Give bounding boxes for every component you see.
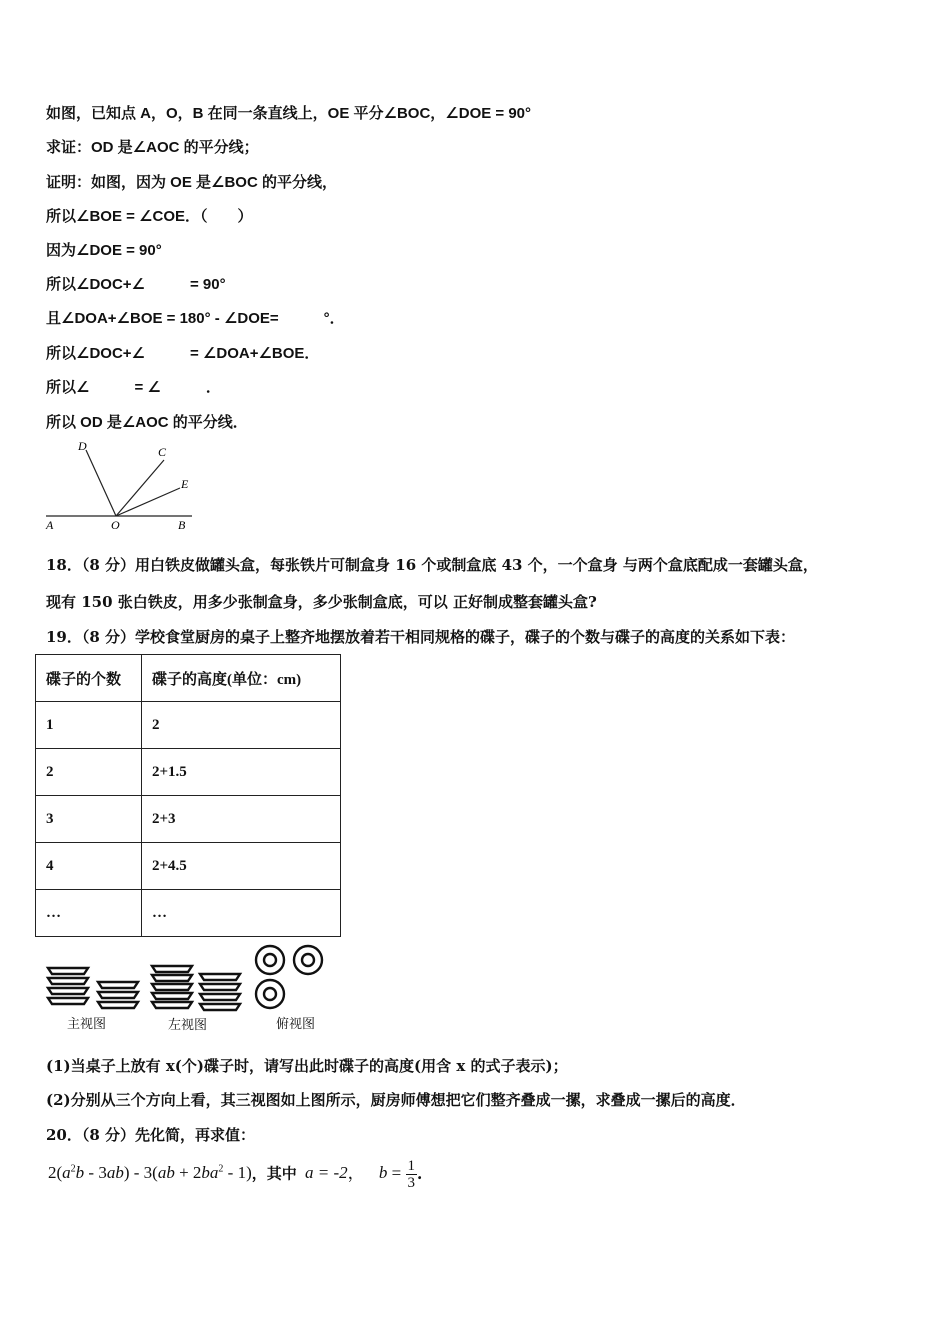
angle-figure <box>44 436 196 532</box>
table-cell: 1 <box>36 702 142 749</box>
table-cell: 2+4.5 <box>142 843 341 890</box>
table-row <box>36 702 341 749</box>
q20-end: ． <box>417 1163 434 1183</box>
q19-sub-2: (2)分别从三个方向上看，其三视图如上图所示，厨房师傅想把它们整齐叠成一摞，求叠成一摞后的高度． <box>46 1091 746 1109</box>
q20-where: ，其中 <box>251 1164 297 1183</box>
q20-b-numerator: 1 <box>407 1158 415 1174</box>
q17-line-5: 因为∠DOE = 90° <box>46 242 162 259</box>
label-e: E <box>181 477 189 491</box>
left-view-label: 左视图 <box>168 1018 208 1033</box>
plate-views-illustration <box>44 944 334 1014</box>
table-cell: 2+3 <box>142 796 341 843</box>
table-cell: … <box>36 890 142 937</box>
q20-b-fraction <box>406 1158 418 1191</box>
q17-line-7: 且∠DOA+∠BOE = 180° - ∠DOE= °． <box>46 310 345 327</box>
front-view-plates <box>48 968 88 1004</box>
q18-line-2: 现有 150 张白铁皮，用多少张制盒身，多少张制盒底，可以 正好制成整套罐头盒? <box>46 593 597 611</box>
q17-line-9: 所以∠ = ∠ ． <box>46 379 221 396</box>
q20-formula-image: $2(a^2b - 3ab) - 3(ab + 2ba^2 - 1)$ <box>48 1163 252 1183</box>
table-cell: 4 <box>36 843 142 890</box>
table-header: 碟子的个数 <box>36 655 142 702</box>
table-cell: … <box>142 890 341 937</box>
label-o: O <box>111 518 120 532</box>
q18-line-1: 18．（8 分）用白铁皮做罐头盒，每张铁片可制盒身 16 个或制盒底 43 个，一个盒身 与两个盒底配成一套罐头盒， <box>46 556 818 574</box>
q17-line-8: 所以∠DOC+∠ = ∠DOA+∠BOE． <box>46 345 320 362</box>
table-row <box>36 843 341 890</box>
q20-intro: 20．（8 分）先化简，再求值： <box>46 1126 256 1144</box>
plate-table <box>35 654 341 937</box>
q17-line-2: 求证：OD 是∠AOC 的平分线； <box>46 139 259 156</box>
table-cell: 3 <box>36 796 142 843</box>
label-d: D <box>78 439 87 453</box>
table-cell: 2+1.5 <box>142 749 341 796</box>
q17-line-3: 证明：如图，因为 OE 是∠BOC 的平分线， <box>46 174 337 191</box>
label-b: B <box>178 518 186 532</box>
q19-sub-1: (1)当桌子上放有 x(个)碟子时，请写出此时碟子的高度(用含 x 的式子表示)； <box>46 1057 568 1075</box>
left-view-plates <box>152 966 192 1008</box>
top-view-circles <box>256 946 322 1008</box>
table-row <box>36 890 341 937</box>
q17-line-6: 所以∠DOC+∠ = 90° <box>46 276 226 293</box>
table-cell: 2 <box>36 749 142 796</box>
q19-intro: 19．（8 分）学校食堂厨房的桌子上整齐地摆放着若干相同规格的碟子，碟子的个数与碟子的高度的关系如下表： <box>46 628 796 646</box>
front-view-plates-small <box>98 982 138 1008</box>
q17-line-1: 如图，已知点 A，O，B 在同一条直线上，OE 平分∠BOC，∠DOE = 90° <box>46 105 532 122</box>
table-row <box>36 749 341 796</box>
q20-b-denominator: 3 <box>407 1175 415 1191</box>
table-header-row <box>36 655 341 702</box>
left-view-plates-2 <box>200 974 240 1010</box>
table-cell: 2 <box>142 702 341 749</box>
label-c: C <box>158 445 167 459</box>
table-row <box>36 796 341 843</box>
q17-line-4: 所以∠BOE = ∠COE．（ ） <box>46 208 253 225</box>
top-view-label: 俯视图 <box>276 1017 316 1032</box>
label-a: A <box>46 518 54 532</box>
q17-line-10: 所以 OD 是∠AOC 的平分线． <box>46 414 248 431</box>
table-header: 碟子的高度(单位：cm) <box>142 655 341 702</box>
q20-a-value: a = -2 <box>305 1163 348 1183</box>
front-view-label: 主视图 <box>67 1017 107 1032</box>
q20-separator: ， <box>347 1163 365 1183</box>
q20-expression: $2(a^2b - 3ab) - 3(ab + 2ba^2 - 1)$，其中 a = -2， b = $\frac{1}{3}$ ． <box>48 1158 434 1191</box>
